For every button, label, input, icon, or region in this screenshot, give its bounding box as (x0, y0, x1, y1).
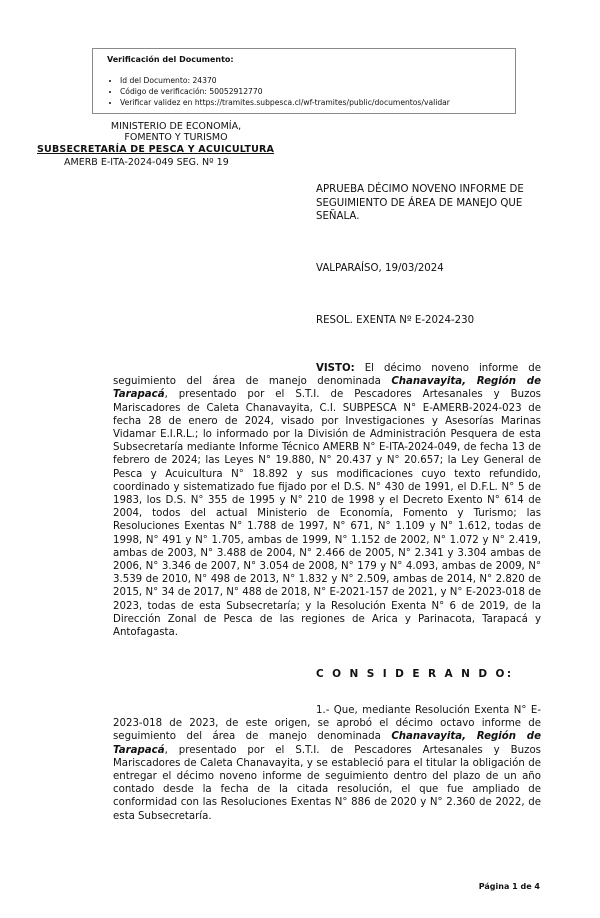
considerando-area-name: Chanavayita, Región de Tarapacá (113, 731, 541, 756)
considerando-text-1: 1.- Que, mediante Resolución Exenta N° E-2023-018 de 2023, de este origen, se aprobó el décimo octavo informe de seguimiento del área de manejo denominada (113, 705, 541, 743)
visto-area-name: Chanavayita, Región de Tarapacá (113, 376, 541, 401)
considerando-text-2: , presentado por el S.T.I. de Pescadores Artesanales y Buzos Mariscadores de Caleta Chanavayita, y se estableció para el titular la obligación de entregar el décimo noveno informe de seguimiento dentro del plazo de un año contado desde la fecha de la citada resolución, el que fue ampliado de conformidad con las Resoluciones Exentas N° 886 de 2020 y N° 2.360 de 2022, de esta Subsecretaría. (113, 744, 541, 822)
verification-box (92, 48, 516, 114)
ministry-line-2: FOMENTO Y TURISMO (124, 132, 228, 143)
visto-text-2: , presentado por el S.T.I. de Pescadores Artesanales y Buzos Mariscadores de Caleta Chanavayita, C.I. SUBPESCA N° E-AMERB-2024-023 de fecha 28 de enero de 2024, visado por Investigaciones y Asesorías Marinas Vidamar E.I.R.L.; lo informado por la División de Administración Pesquera de esta Subsecretaría mediante Informe Técnico AMERB N° E-ITA-2024-049, de fecha 13 de febrero de 2024; las Leyes N° 19.880, N° 20.437 y N° 20.657; la Ley General de Pesca y Acuicultura N° 18.892 y sus modificaciones cuyo texto refundido, coordinado y sistematizado fue fijado por el D.S. N° 430 de 1991, el D.F.L. N° 5 de 1983, los D.S. N° 355 de 1995 y N° 210 de 1998 y el Decreto Exento N° 614 de 2004, todos del actual Ministerio de Economía, Fomento y Turismo; las Resoluciones Exentas N° 1.788 de 1997, N° 671, N° 1.109 y N° 1.612, todas de 1998, N° 491 y N° 1.705, ambas de 1999, N° 1.152 de 2002, N° 1.072 y N° 2.419, ambas de 2003, N° 3.488 de 2004, N° 2.466 de 2005, N° 2.341 y 3.304 ambas de 2006, N° 3.346 de 2007, N° 3.054 de 2008, N° 179 y N° 4.093, ambas de 2009, N° 3.539 de 2010, N° 498 de 2013, N° 1.832 y N° 2.509, ambas de 2014, N° 2.820 de 2015, N° 34 de 2017, N° 488 de 2018, N° E-2021-157 de 2021, y N° E-2023-018 de 2023, todas de esta Subsecretaría; y la Resolución Exenta N° 6 de 2019, de la Dirección Zonal de Pesca de las regiones de Arica y Parinacota, Tarapacá y Antofagasta. (113, 389, 541, 639)
document-reference: AMERB E-ITA-2024-049 SEG. Nº 19 (64, 157, 229, 168)
verification-title: Verificación del Documento: (107, 55, 234, 64)
resolution-summary: APRUEBA DÉCIMO NOVENO INFORME DE SEGUIMIENTO DE ÁREA DE MANEJO QUE SEÑALA. (316, 184, 524, 222)
verification-code: • Código de verificación: 50052912770 (120, 86, 515, 97)
place-date: VALPARAÍSO, 19/03/2024 (316, 263, 444, 274)
verification-list (107, 75, 515, 108)
considerando-paragraph-1 (113, 704, 541, 823)
page-number: Página 1 de 4 (478, 882, 540, 891)
visto-label: VISTO: (316, 363, 355, 374)
ministry-line-1: MINISTERIO DE ECONOMÍA, (110, 121, 242, 132)
visto-paragraph (113, 362, 541, 639)
considerando-heading: C O N S I D E R A N D O: (316, 668, 514, 680)
verification-url[interactable]: • Verificar validez en https://tramites.subpesca.cl/wf-tramites/public/documentos/validar (120, 97, 515, 108)
resolution-number: RESOL. EXENTA Nº E-2024-230 (316, 315, 475, 326)
document-id: • Id del Documento: 24370 (120, 75, 515, 86)
ministry-name (86, 121, 266, 143)
subsecretaria-name: SUBSECRETARÍA DE PESCA Y ACUICULTURA (37, 144, 275, 155)
visto-text-1: El décimo noveno informe de seguimiento del área de manejo denominada (113, 363, 541, 388)
